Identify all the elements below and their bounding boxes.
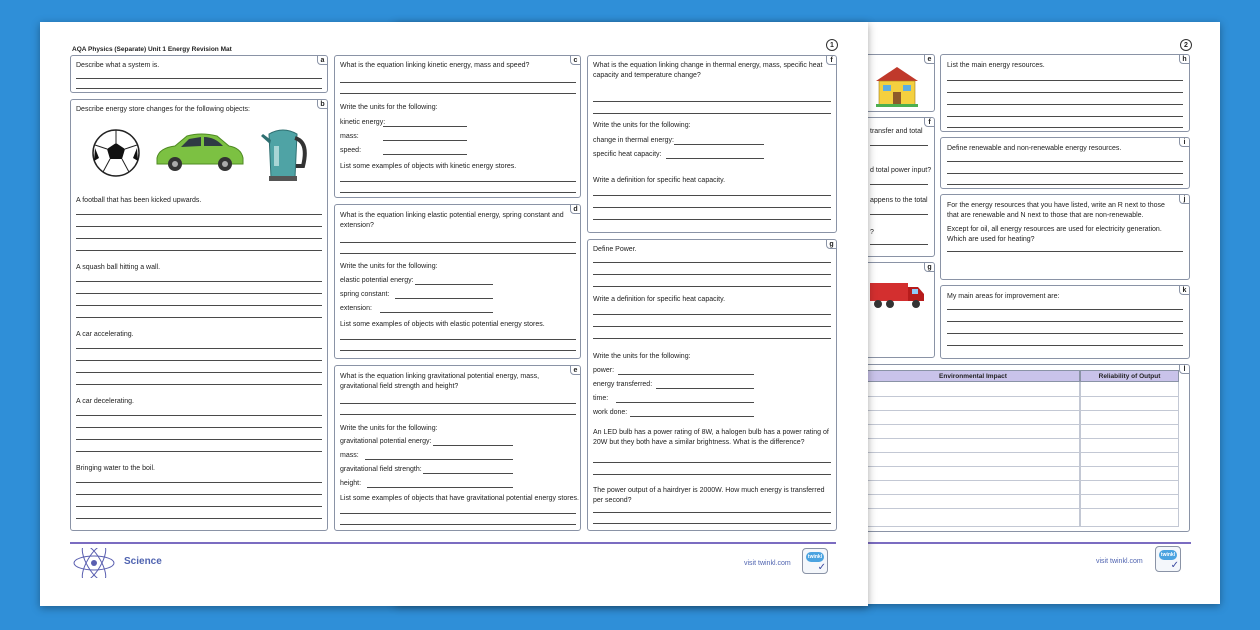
answer-line bbox=[76, 482, 322, 483]
question-text: Except for oil, all energy resources are used for electricity generation. Which are used for heating? bbox=[947, 226, 1162, 243]
fragment-text: d total power input? bbox=[870, 167, 932, 174]
answer-line bbox=[415, 284, 493, 285]
answer-line bbox=[76, 494, 322, 495]
answer-line bbox=[593, 512, 831, 513]
answer-line bbox=[947, 321, 1183, 322]
section-tag: b bbox=[317, 99, 328, 109]
footer-divider bbox=[70, 542, 836, 544]
answer-line bbox=[76, 348, 322, 349]
truck-icon bbox=[868, 279, 928, 311]
answer-line bbox=[76, 384, 322, 385]
answer-line bbox=[947, 116, 1183, 117]
page-number-1: 1 bbox=[826, 39, 838, 51]
check-icon: ✓ bbox=[817, 562, 826, 573]
section-k-improvement bbox=[940, 285, 1190, 359]
answer-line bbox=[76, 281, 322, 282]
answer-line bbox=[76, 518, 322, 519]
fragment-text: appens to the total bbox=[870, 197, 928, 204]
section-i-renewable bbox=[940, 137, 1190, 189]
unit-label: mass: bbox=[340, 133, 359, 140]
footer-divider bbox=[861, 542, 1191, 544]
answer-line bbox=[870, 244, 928, 245]
prompt-boiling-water: Bringing water to the boil. bbox=[76, 465, 155, 472]
table-column bbox=[866, 382, 1080, 527]
section-tag: h bbox=[1179, 54, 1190, 64]
twinkl-badge bbox=[802, 548, 828, 574]
answer-line bbox=[76, 305, 322, 306]
answer-line bbox=[340, 339, 576, 340]
answer-line bbox=[593, 326, 831, 327]
answer-line bbox=[340, 350, 576, 351]
answer-line bbox=[870, 184, 928, 185]
section-l-resources-table bbox=[861, 364, 1190, 532]
question-text: My main areas for improvement are: bbox=[947, 293, 1060, 300]
section-f-thermal-energy bbox=[587, 55, 837, 233]
answer-line bbox=[593, 523, 831, 524]
question-text: What is the equation linking gravitational potential energy, mass, gravitational field strength and height? bbox=[340, 373, 540, 390]
unit-label: gravitational potential energy: bbox=[340, 438, 432, 445]
answer-line bbox=[340, 403, 576, 404]
question-text: Describe what a system is. bbox=[76, 62, 160, 69]
section-a-system bbox=[70, 55, 328, 93]
answer-line bbox=[76, 506, 322, 507]
prompt-football: A football that has been kicked upwards. bbox=[76, 197, 202, 204]
answer-line bbox=[76, 451, 322, 452]
answer-line bbox=[76, 372, 322, 373]
answer-line bbox=[593, 314, 831, 315]
definition-prompt: Write a definition for specific heat capacity. bbox=[593, 177, 726, 184]
section-f-partial bbox=[861, 117, 935, 257]
question-led-bulb: An LED bulb has a power rating of 8W, a halogen bulb has a power rating of 20W but they both have a similar brightness. What is the difference? bbox=[593, 429, 829, 446]
unit-label: specific heat capacity: bbox=[593, 151, 662, 158]
section-tag: e bbox=[570, 365, 581, 375]
table-row-line bbox=[866, 410, 1179, 411]
answer-line bbox=[870, 145, 928, 146]
answer-line bbox=[947, 251, 1183, 252]
section-g-truck bbox=[861, 262, 935, 358]
football-icon bbox=[91, 128, 141, 178]
section-tag: f bbox=[826, 55, 837, 65]
answer-line bbox=[947, 127, 1183, 128]
section-tag: i bbox=[1179, 137, 1190, 147]
section-tag: g bbox=[924, 262, 935, 272]
units-prompt: Write the units for the following: bbox=[340, 263, 438, 270]
answer-line bbox=[593, 474, 831, 475]
answer-line bbox=[365, 459, 513, 460]
badge-text: twinkl bbox=[807, 554, 823, 560]
answer-line bbox=[76, 415, 322, 416]
section-tag: e bbox=[924, 54, 935, 64]
answer-line bbox=[76, 293, 322, 294]
table-row-line bbox=[866, 438, 1179, 439]
house-icon bbox=[872, 65, 922, 107]
section-j-r-and-n bbox=[940, 194, 1190, 280]
unit-label: speed: bbox=[340, 147, 362, 154]
prompt-car-accelerating: A car accelerating. bbox=[76, 331, 134, 338]
section-d-elastic-energy bbox=[334, 204, 581, 359]
fragment-text: transfer and total bbox=[870, 128, 923, 135]
answer-line bbox=[593, 274, 831, 275]
table-row-line bbox=[866, 396, 1179, 397]
answer-line bbox=[593, 338, 831, 339]
table-row-line bbox=[866, 466, 1179, 467]
question-text: What is the equation linking kinetic energy, mass and speed? bbox=[340, 62, 530, 69]
table-column bbox=[1080, 382, 1179, 527]
question-text: What is the equation linking change in thermal energy, mass, specific heat capacity and temperature change? bbox=[593, 62, 823, 79]
question-text: Define Power. bbox=[593, 246, 637, 253]
section-tag: j bbox=[1179, 194, 1190, 204]
unit-label: gravitational field strength: bbox=[340, 466, 422, 473]
answer-line bbox=[340, 513, 576, 514]
fragment-text: ? bbox=[870, 229, 874, 236]
question-text: Define renewable and non-renewable energy resources. bbox=[947, 145, 1122, 152]
section-b-energy-stores bbox=[70, 99, 328, 531]
answer-line bbox=[340, 82, 576, 83]
table-row-line bbox=[866, 508, 1179, 509]
section-tag: c bbox=[570, 55, 581, 65]
answer-line bbox=[76, 317, 322, 318]
table-header-reliability: Reliability of Output bbox=[1080, 370, 1179, 382]
answer-line bbox=[395, 298, 493, 299]
answer-line bbox=[380, 312, 493, 313]
unit-label: spring constant: bbox=[340, 291, 390, 298]
prompt-squash-ball: A squash ball hitting a wall. bbox=[76, 264, 161, 271]
answer-line bbox=[76, 238, 322, 239]
table-row-line bbox=[866, 452, 1179, 453]
science-logo-icon bbox=[70, 548, 118, 578]
check-icon: ✓ bbox=[1170, 560, 1179, 571]
answer-line bbox=[593, 262, 831, 263]
section-tag: g bbox=[826, 239, 837, 249]
unit-label: mass: bbox=[340, 452, 359, 459]
answer-line bbox=[383, 140, 467, 141]
answer-line bbox=[666, 158, 764, 159]
unit-label: kinetic energy: bbox=[340, 119, 386, 126]
answer-line bbox=[433, 445, 513, 446]
answer-line bbox=[593, 462, 831, 463]
page-title: AQA Physics (Separate) Unit 1 Energy Revision Mat bbox=[72, 46, 232, 53]
answer-line bbox=[674, 144, 764, 145]
examples-prompt: List some examples of objects with kinetic energy stores. bbox=[340, 163, 517, 170]
answer-line bbox=[947, 173, 1183, 174]
unit-label: elastic potential energy: bbox=[340, 277, 414, 284]
answer-line bbox=[383, 126, 467, 127]
footer-site-link[interactable]: visit twinkl.com bbox=[744, 560, 791, 567]
answer-line bbox=[76, 439, 322, 440]
answer-line bbox=[947, 333, 1183, 334]
unit-label: time: bbox=[593, 395, 609, 402]
answer-line bbox=[76, 88, 322, 89]
unit-label: work done: bbox=[593, 409, 628, 416]
section-h-energy-resources bbox=[940, 54, 1190, 132]
question-text: List the main energy resources. bbox=[947, 62, 1045, 69]
units-prompt: Write the units for the following: bbox=[593, 353, 691, 360]
answer-line bbox=[656, 388, 754, 389]
section-tag: l bbox=[1179, 364, 1190, 374]
section-e-gravitational-energy bbox=[334, 365, 581, 531]
twinkl-badge bbox=[1155, 546, 1181, 572]
table-header-environmental-impact: Environmental Impact bbox=[866, 370, 1080, 382]
answer-line bbox=[947, 104, 1183, 105]
footer-subject: Science bbox=[124, 556, 162, 567]
units-prompt: Write the units for the following: bbox=[593, 122, 691, 129]
examples-prompt: List some examples of objects with elastic potential energy stores. bbox=[340, 321, 545, 328]
car-icon bbox=[151, 130, 246, 174]
answer-line bbox=[340, 253, 576, 254]
answer-line bbox=[947, 309, 1183, 310]
prompt-car-decelerating: A car decelerating. bbox=[76, 398, 134, 405]
section-g-power bbox=[587, 239, 837, 531]
unit-label: change in thermal energy: bbox=[593, 137, 674, 144]
question-text: Describe energy store changes for the following objects: bbox=[76, 106, 250, 113]
answer-line bbox=[340, 181, 576, 182]
answer-line bbox=[76, 78, 322, 79]
question-text: What is the equation linking elastic potential energy, spring constant and extension? bbox=[340, 212, 564, 229]
question-hairdryer: The power output of a hairdryer is 2000W. How much energy is transferred per second? bbox=[593, 487, 825, 504]
answer-line bbox=[76, 427, 322, 428]
answer-line bbox=[76, 214, 322, 215]
examples-prompt: List some examples of objects that have gravitational potential energy stores. bbox=[340, 495, 579, 502]
answer-line bbox=[616, 402, 754, 403]
answer-line bbox=[340, 242, 576, 243]
table-row-line bbox=[866, 480, 1179, 481]
answer-line bbox=[76, 226, 322, 227]
unit-label: power: bbox=[593, 367, 615, 374]
unit-label: extension: bbox=[340, 305, 372, 312]
definition-prompt: Write a definition for specific heat capacity. bbox=[593, 296, 726, 303]
answer-line bbox=[947, 184, 1183, 185]
answer-line bbox=[593, 207, 831, 208]
section-e-house bbox=[861, 54, 935, 112]
unit-label: height: bbox=[340, 480, 362, 487]
unit-label: energy transferred: bbox=[593, 381, 653, 388]
answer-line bbox=[593, 101, 831, 102]
answer-line bbox=[618, 374, 754, 375]
answer-line bbox=[947, 80, 1183, 81]
section-c-kinetic-energy bbox=[334, 55, 581, 198]
revision-mat-page-1 bbox=[40, 22, 868, 606]
section-tag: f bbox=[924, 117, 935, 127]
answer-line bbox=[383, 154, 467, 155]
section-tag: d bbox=[570, 204, 581, 214]
answer-line bbox=[423, 473, 513, 474]
answer-line bbox=[630, 416, 754, 417]
page-number-2: 2 bbox=[1180, 39, 1192, 51]
answer-line bbox=[947, 161, 1183, 162]
answer-line bbox=[947, 92, 1183, 93]
answer-line bbox=[340, 93, 576, 94]
badge-text: twinkl bbox=[1160, 552, 1176, 558]
units-prompt: Write the units for the following: bbox=[340, 425, 438, 432]
section-tag: k bbox=[1179, 285, 1190, 295]
kettle-icon bbox=[259, 122, 309, 184]
answer-line bbox=[593, 286, 831, 287]
units-prompt: Write the units for the following: bbox=[340, 104, 438, 111]
answer-line bbox=[870, 214, 928, 215]
answer-line bbox=[593, 219, 831, 220]
answer-line bbox=[340, 524, 576, 525]
answer-line bbox=[340, 414, 576, 415]
answer-line bbox=[593, 195, 831, 196]
question-text: For the energy resources that you have listed, write an R next to those that are renewable and N next to those that are non-renewable. bbox=[947, 202, 1165, 219]
table-row-line bbox=[866, 424, 1179, 425]
answer-line bbox=[76, 250, 322, 251]
footer-site-link[interactable]: visit twinkl.com bbox=[1096, 558, 1143, 565]
answer-line bbox=[593, 113, 831, 114]
answer-line bbox=[76, 360, 322, 361]
answer-line bbox=[367, 487, 513, 488]
table-row-line bbox=[866, 494, 1179, 495]
answer-line bbox=[340, 192, 576, 193]
section-tag: a bbox=[317, 55, 328, 65]
answer-line bbox=[947, 345, 1183, 346]
